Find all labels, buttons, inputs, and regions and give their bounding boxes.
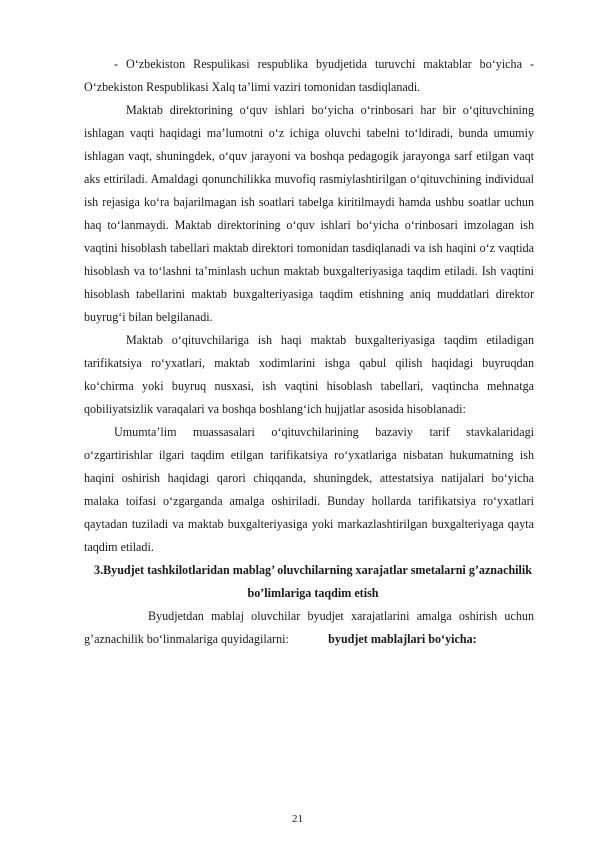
paragraph-4: Umumta’lim muassasalari o‘qituvchilarining bazaviy tarif stavkalaridagi o‘zgartirishlar ilgari taqdim etilgan tarifikatsiya ro‘yxatlariga nisbatan hukumatning ish haqini oshirish haqidagi qarori chiqqanda, shuningdek, attestatsiya natijalari bo‘yicha malaka toifasi o‘zgarganda amalga oshiriladi. Bunday hollarda tarifikatsiya ro‘yxatlari qaytadan tuziladi va maktab buxgalteriyasiga yoki markazlashtirilgan buxgalteriyaga qayta taqdim etiladi. xyxy=(84,425,534,554)
paragraph-1: - O‘zbekiston Respulikasi respublika byudjetida turuvchi maktablar bo‘yicha - O‘zbekiston Respublikasi Xalq ta’limi vaziri tomonidan tasdiqlanadi. xyxy=(84,57,534,94)
paragraph-5-text: Byudjetdan mablaj oluvchilar byudjet xarajatlarini amalga oshirish uchun g’aznachilik bo‘linmalariga quyidagilarni: xyxy=(84,609,534,646)
paragraph-3: Maktab o‘qituvchilariga ish haqi maktab buxgalteriyasiga taqdim etiladigan tarifikatsiya ro‘yxatlari, maktab xodimlarini ishga qabul qilish haqidagi buyruqdan ko‘chirma yoki buyruq nusxasi, ish vaqtini hisoblash tabellari, vaqtincha mehnatga qobiliyatsizlik varaqalari va boshqa boshlang‘ich hujjatlar asosida hisoblanadi: xyxy=(84,333,534,416)
paragraph-2: Maktab direktorining o‘quv ishlari bo‘yicha o‘rinbosari har bir o‘qituvchining ishlagan vaqti haqidagi ma’lumotni o‘z ichiga oluvchi tabelni to‘ldiradi, bunda umumiy ishlagan vaqt, shuningdek, o‘quv jarayoni va boshqa pedagogik jarayonga sarf etilgan vaqt aks ettiriladi. Amaldagi qonunchilikka muvofiq rasmiylashtirilgan o‘qituvchining individual ish rejasiga ko‘ra bajarilmagan ish soatlari tabelga kiritilmaydi hamda ushbu soatlar uchun haq to‘lanmaydi. Maktab direktorining o‘quv ishlari bo‘yicha o‘rinbosari imzolagan ish vaqtini hisoblash tabellari maktab direktori tomonidan tasdiqlanadi va ish haqini o‘z vaqtida hisoblash va to‘lashni ta’minlash uchun maktab buxgalteriyasiga taqdim etiladi. Ish vaqtini hisoblash tabellarini maktab buxgalteriyasiga taqdim etishning aniq muddatlari direktor buyrug‘i bilan belgilanadi. xyxy=(84,103,534,324)
section-heading: 3.Byudjet tashkilotlaridan mablag’ oluvchilarning xarajatlar smetalarni g’aznachilik bo’limlariga taqdim etish xyxy=(94,563,532,600)
paragraph-5 xyxy=(84,605,534,651)
document-body xyxy=(84,53,534,651)
page-number: 21 xyxy=(292,813,303,825)
paragraph-5-bold: byudjet mablajlari bo‘yicha: xyxy=(328,632,477,646)
